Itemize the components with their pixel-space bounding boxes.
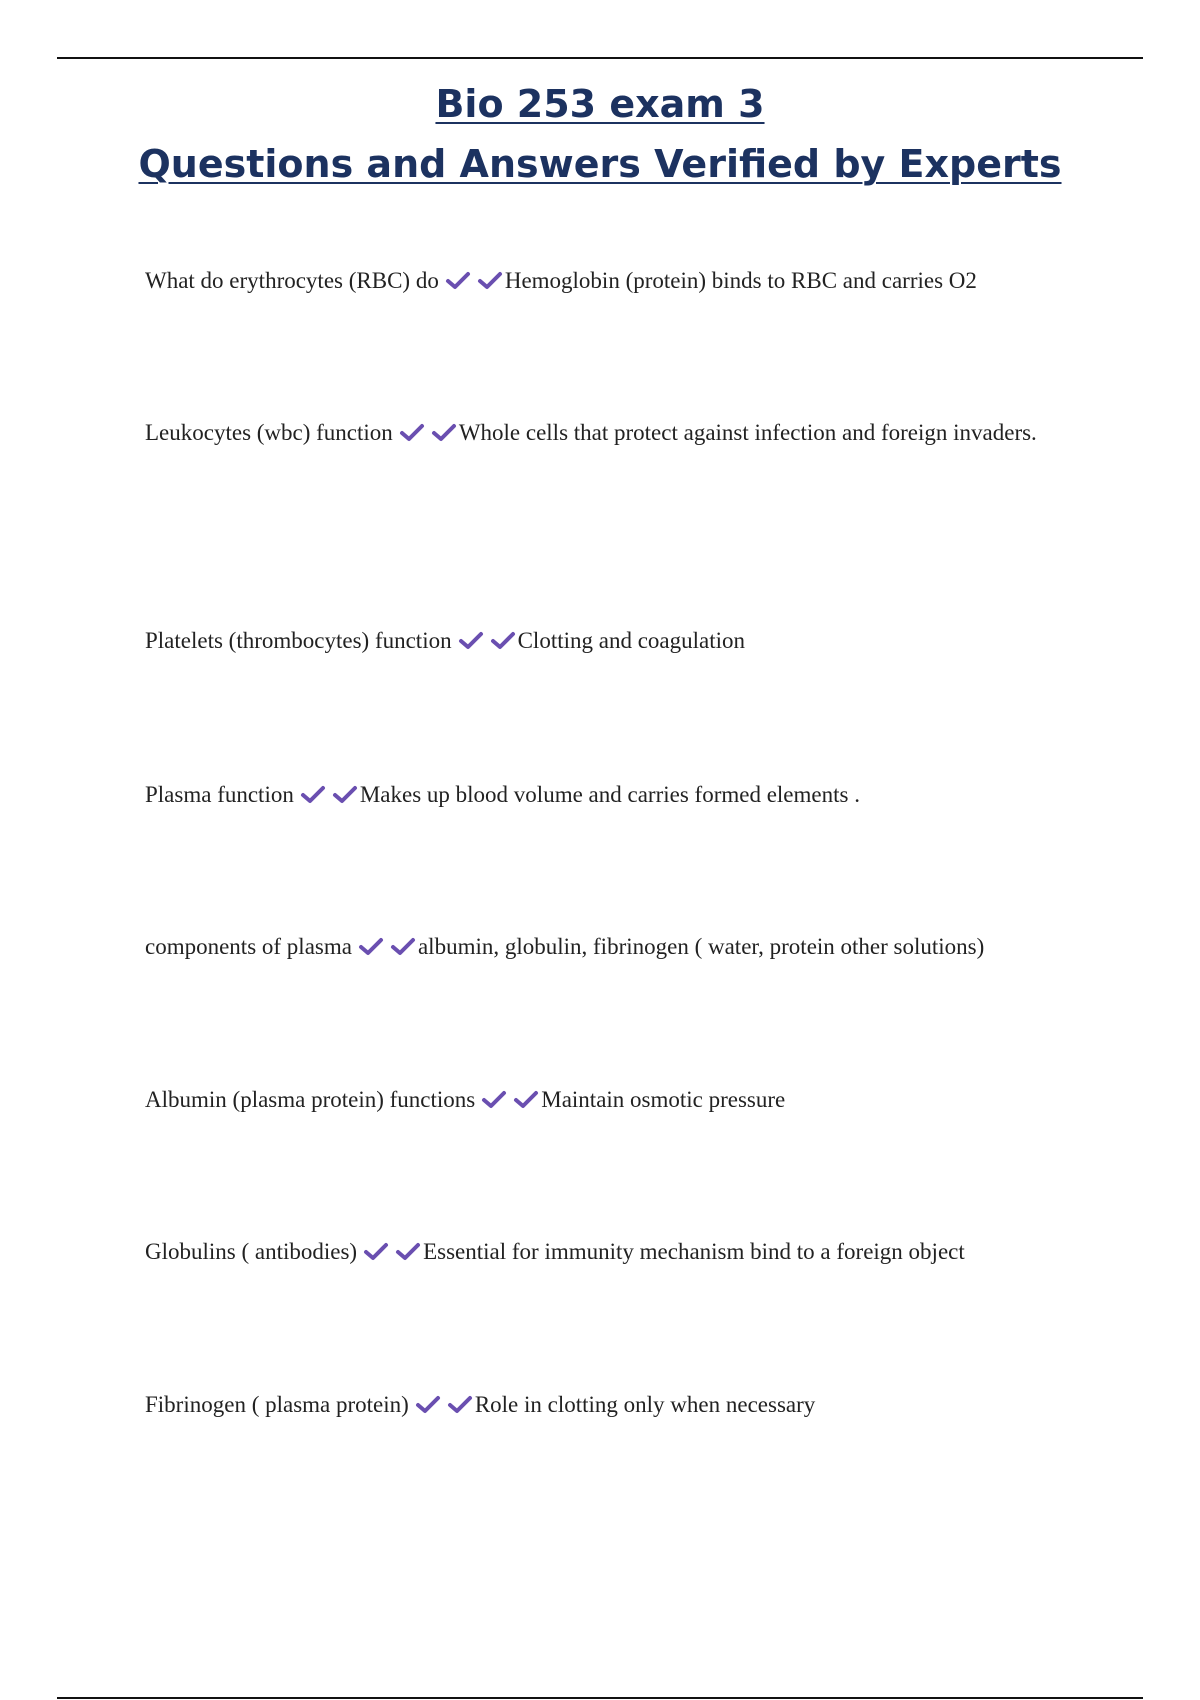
qa-item-4 bbox=[145, 765, 1065, 825]
top-divider bbox=[57, 57, 1143, 59]
question-text: Fibrinogen ( plasma protein) bbox=[145, 1392, 409, 1417]
document-title bbox=[0, 76, 1200, 196]
answer-text: albumin, globulin, fibrinogen ( water, protein other solutions) bbox=[417, 934, 985, 959]
question-text: Leukocytes (wbc) function bbox=[145, 420, 393, 445]
qa-item-1 bbox=[145, 251, 1065, 311]
check-mark-icon bbox=[300, 783, 326, 805]
question-text: components of plasma bbox=[145, 934, 352, 959]
question-text: Globulins ( antibodies) bbox=[145, 1239, 358, 1264]
answer-text: Whole cells that protect against infection and foreign invaders. bbox=[458, 420, 1037, 445]
qa-item-7 bbox=[145, 1222, 1065, 1282]
title-line-2: Questions and Answers Verified by Experts bbox=[138, 142, 1062, 186]
check-mark-icon bbox=[477, 269, 503, 291]
question-text: Albumin (plasma protein) functions bbox=[145, 1087, 476, 1112]
check-mark-icon bbox=[458, 629, 484, 651]
answer-text: Role in clotting only when necessary bbox=[474, 1392, 816, 1417]
bottom-divider bbox=[57, 1697, 1143, 1699]
qa-item-2 bbox=[145, 403, 1065, 463]
answer-text: Maintain osmotic pressure bbox=[541, 1087, 786, 1112]
check-mark-icon bbox=[332, 783, 358, 805]
qa-item-6 bbox=[145, 1070, 1065, 1130]
check-mark-icon bbox=[415, 1393, 441, 1415]
question-text: What do erythrocytes (RBC) do bbox=[145, 268, 439, 293]
answer-text: Hemoglobin (protein) binds to RBC and carries O2 bbox=[504, 268, 977, 293]
check-mark-icon bbox=[399, 421, 425, 443]
check-mark-icon bbox=[447, 1393, 473, 1415]
check-mark-icon bbox=[481, 1088, 507, 1110]
check-mark-icon bbox=[363, 1240, 389, 1262]
check-mark-icon bbox=[390, 935, 416, 957]
answer-text: Essential for immunity mechanism bind to a foreign object bbox=[423, 1239, 965, 1264]
check-mark-icon bbox=[490, 629, 516, 651]
check-mark-icon bbox=[395, 1240, 421, 1262]
question-text: Platelets (thrombocytes) function bbox=[145, 628, 452, 653]
qa-item-8 bbox=[145, 1375, 1065, 1435]
check-mark-icon bbox=[358, 935, 384, 957]
check-mark-icon bbox=[513, 1088, 539, 1110]
answer-text: Makes up blood volume and carries formed elements . bbox=[359, 782, 860, 807]
title-line-1: Bio 253 exam 3 bbox=[435, 82, 765, 126]
qa-item-3 bbox=[145, 611, 1065, 671]
question-text: Plasma function bbox=[145, 782, 294, 807]
check-mark-icon bbox=[445, 269, 471, 291]
answer-text: Clotting and coagulation bbox=[517, 628, 745, 653]
qa-item-5 bbox=[145, 917, 1065, 977]
check-mark-icon bbox=[431, 421, 457, 443]
